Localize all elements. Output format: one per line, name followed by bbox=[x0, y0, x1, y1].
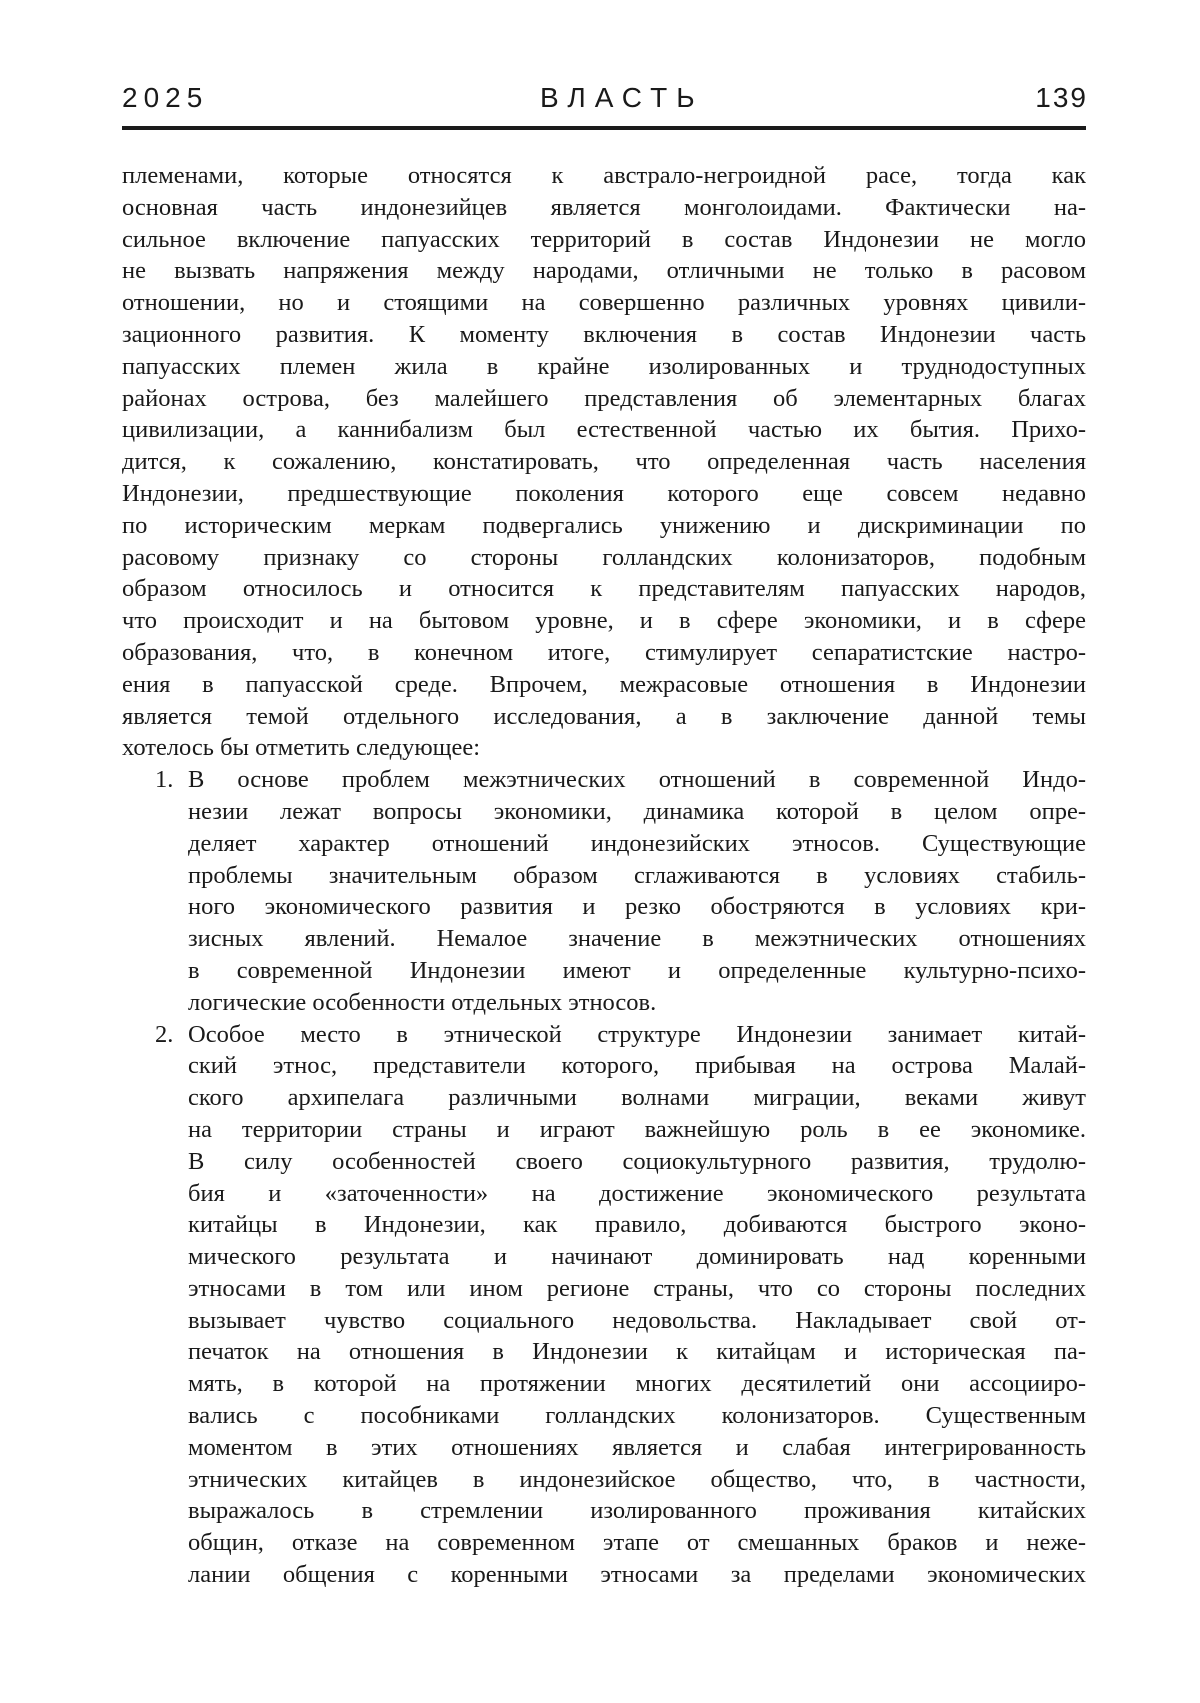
text-line: расовому признаку со стороны голландских колонизаторов, подобным bbox=[122, 543, 1086, 571]
text-line: лании общения с коренными этносами за пределами экономических bbox=[188, 1561, 1086, 1589]
page-header bbox=[122, 82, 1086, 114]
text-line: зационного развития. К моменту включения в состав Индонезии часть bbox=[122, 320, 1086, 348]
text-line: что происходит и на бытовом уровне, и в сфере экономики, и в сфере bbox=[122, 607, 1086, 635]
text-line: на территории страны и играют важнейшую роль в ее экономике. bbox=[188, 1115, 1086, 1143]
text-line: отношении, но и стоящими на совершенно различных уровнях цивили- bbox=[122, 289, 1086, 317]
text-line: основная часть индонезийцев является монголоидами. Фактически на- bbox=[122, 193, 1086, 221]
header-page-number: 139 bbox=[1035, 82, 1088, 113]
text-line: зисных явлений. Немалое значение в межэтнических отношениях bbox=[188, 925, 1086, 953]
text-line: китайцы в Индонезии, как правило, добиваются быстрого эконо- bbox=[188, 1211, 1086, 1239]
text-line: вались с пособниками голландских колонизаторов. Существенным bbox=[188, 1402, 1086, 1430]
text-line: хотелось бы отметить следующее: bbox=[122, 734, 481, 762]
text-line: ский этнос, представители которого, прибывая на острова Малай- bbox=[188, 1052, 1086, 1080]
text-line: проблемы значительным образом сглаживаются в условиях стабиль- bbox=[188, 861, 1086, 889]
text-line: общин, отказе на современном этапе от смешанных браков и неже- bbox=[188, 1529, 1086, 1557]
text-line: незии лежат вопросы экономики, динамика которой в целом опре- bbox=[188, 797, 1086, 825]
text-line: в современной Индонезии имеют и определенные культурно-психо- bbox=[188, 956, 1086, 984]
text-line: этносами в том или ином регионе страны, что со стороны последних bbox=[188, 1274, 1086, 1302]
text-line: Индонезии, предшествующие поколения которого еще совсем недавно bbox=[122, 479, 1086, 507]
text-line: является темой отдельного исследования, а в заключение данной темы bbox=[122, 702, 1086, 730]
text-line: ского архипелага различными волнами миграции, веками живут bbox=[188, 1084, 1086, 1112]
text-line: по историческим меркам подвергались унижению и дискриминации по bbox=[122, 511, 1086, 539]
text-line: районах острова, без малейшего представления об элементарных благах bbox=[122, 384, 1086, 412]
list-item-1-text bbox=[188, 764, 1086, 1018]
list-item-1 bbox=[122, 764, 1086, 1018]
text-line: образования, что, в конечном итоге, стимулирует сепаратистские настро- bbox=[122, 638, 1086, 666]
text-line: папуасских племен жила в крайне изолированных и труднодоступных bbox=[122, 352, 1086, 380]
text-line: логические особенности отдельных этносов. bbox=[188, 988, 657, 1016]
text-line: не вызвать напряжения между народами, отличными не только в расовом bbox=[122, 257, 1086, 285]
text-line: дится, к сожалению, констатировать, что определенная часть населения bbox=[122, 448, 1086, 476]
header-rule bbox=[122, 126, 1086, 130]
text-line: сильное включение папуасских территорий в состав Индонезии не могло bbox=[122, 225, 1086, 253]
text-line: ного экономического развития и резко обостряются в условиях кри- bbox=[188, 893, 1086, 921]
journal-title: ВЛАСТЬ bbox=[540, 82, 704, 113]
text-line: В силу особенностей своего социокультурного развития, трудолю- bbox=[188, 1147, 1086, 1175]
text-line: этнических китайцев в индонезийское общество, что, в частности, bbox=[188, 1465, 1086, 1493]
text-line: мять, в которой на протяжении многих десятилетий они ассоцииро- bbox=[188, 1370, 1086, 1398]
text-line: образом относилось и относится к представителям папуасских народов, bbox=[122, 575, 1086, 603]
text-line: Особое место в этнической структуре Индонезии занимает китай- bbox=[188, 1020, 1086, 1048]
list-item-1-number: 1. bbox=[155, 766, 174, 794]
text-line: моментом в этих отношениях является и слабая интегрированность bbox=[188, 1433, 1086, 1461]
text-line: племенами, которые относятся к австрало-негроидной расе, тогда как bbox=[122, 162, 1086, 189]
text-line: цивилизации, а каннибализм был естественной частью их бытия. Прихо- bbox=[122, 416, 1086, 444]
header-year: 2025 bbox=[122, 82, 209, 113]
text-line: деляет характер отношений индонезийских этносов. Существующие bbox=[188, 829, 1086, 857]
text-line: бия и «заточенности» на достижение экономического результата bbox=[188, 1179, 1086, 1207]
text-line: ения в папуасской среде. Впрочем, межрасовые отношения в Индонезии bbox=[122, 670, 1086, 698]
list-item-2-text bbox=[188, 1019, 1086, 1591]
text-line: В основе проблем межэтнических отношений в современной Индо- bbox=[188, 766, 1086, 794]
text-line: мического результата и начинают доминировать над коренными bbox=[188, 1243, 1086, 1271]
article-body bbox=[122, 160, 1086, 1591]
list-item-2-number: 2. bbox=[155, 1020, 174, 1048]
list-item-2 bbox=[122, 1019, 1086, 1591]
text-line: печаток на отношения в Индонезии к китайцам и историческая па- bbox=[188, 1338, 1086, 1366]
text-line: выражалось в стремлении изолированного проживания китайских bbox=[188, 1497, 1086, 1525]
paragraph-continued bbox=[122, 160, 1086, 764]
text-line: вызывает чувство социального недовольства. Накладывает свой от- bbox=[188, 1306, 1086, 1334]
